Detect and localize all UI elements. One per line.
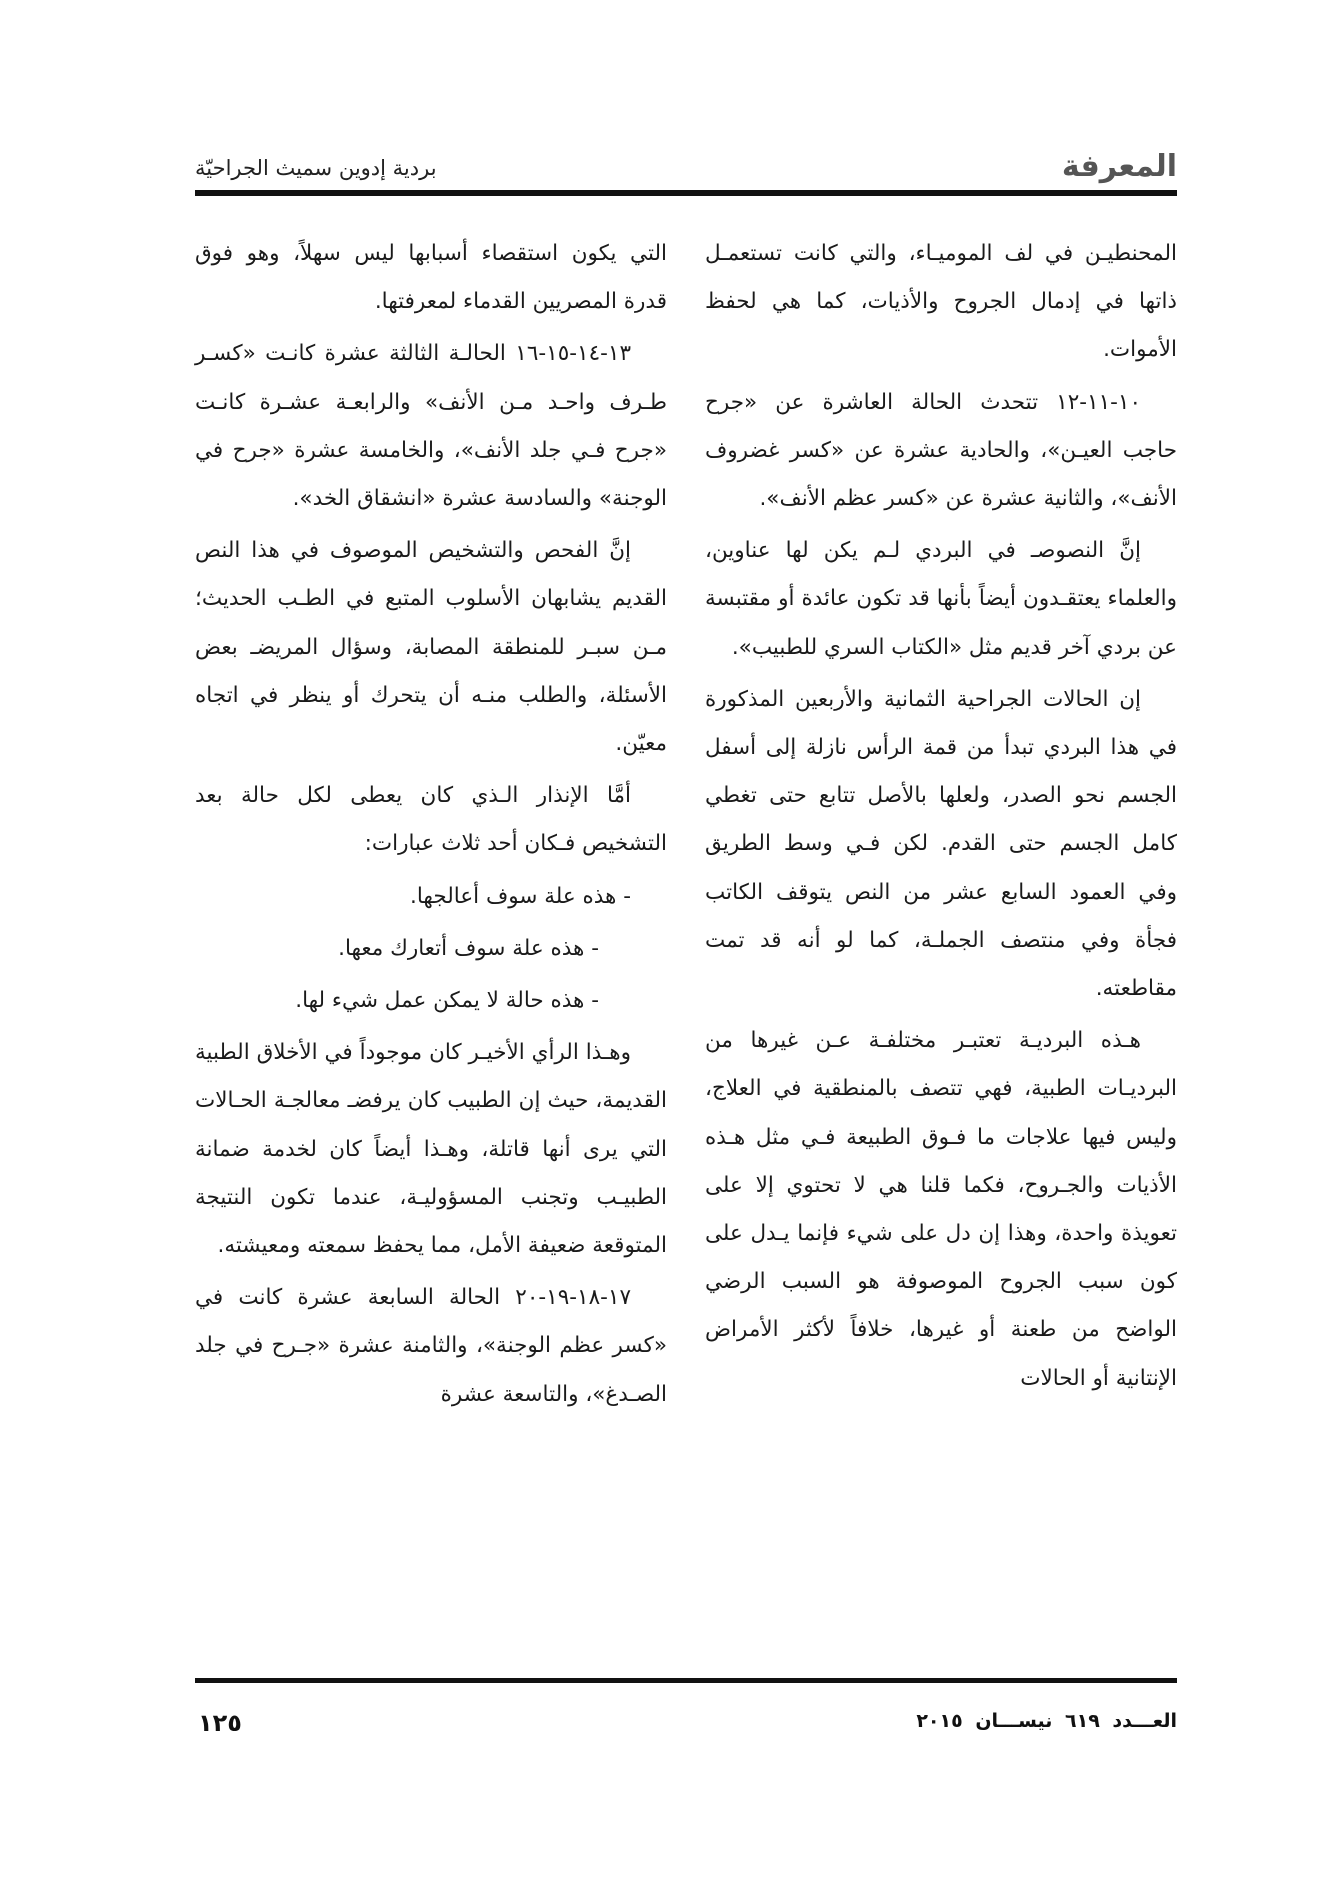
footer-divider [195, 1678, 1177, 1683]
paragraph: إنَّ النصوصـ في البردي لـم يكن لها عناوين، والعلماء يعتقـدون أيضاً بأنها قد تكون عائدة أو مقتبسة عن بردي آخر قديم مثل «الكتاب السري للطبيب». [705, 538, 1177, 660]
prognosis-item: - هذه علة سوف أتعارك معها. [338, 935, 599, 961]
magazine-logo: المعرفة [1061, 149, 1177, 184]
running-title: بردية إدوين سميث الجراحيّة [195, 156, 437, 180]
paragraph: إنَّ الفحص والتشخيص الموصوف في هذا النص القديم يشابهان الأسلوب المتبع في الطـب الحديث؛ مـن سبـر للمنطقة المصابة، وسؤال المريضـ بعض الأسئلة، والطلب منـه أن يتحرك أو ينظر في اتجاه معيّن. [195, 538, 667, 757]
paragraph: وهـذا الرأي الأخيـر كان موجوداً في الأخلاق الطبية القديمة، حيث إن الطبيب كان يرفضـ معالجـة الحـالات التي يرى أنها قاتلة، وهـذا أيضاً كان لخدمة ضمانة الطبيـب وتجنب المسؤوليـة، عندما تكون النتيجة المتوقعة ضعيفة الأمل، مما يحفظ سمعته ومعيشته. [195, 1040, 667, 1259]
paragraph: أمَّا الإنذار الـذي كان يعطى لكل حالة بعد التشخيص فـكان أحد ثلاث عبارات: [195, 783, 667, 857]
paragraph: هـذه البرديـة تعتبـر مختلفـة عـن غيرها من البرديـات الطبية، فهي تتصف بالمنطقية في العلاج، وليس فيها علاجات ما فـوق الطبيعة فـي مثل هـذه الأذيات والجـروح، فكما قلنا هي لا تحتوي إلا على تعويذة واحدة، وهذا إن دل على شيء فإنما يـدل على كون سبب الجروح الموصوفة هو السبب الرضي الواضح من طعنة أو غيرها، خلافاً لأكثر الأمراض الإنتانية أو الحالات [705, 1028, 1177, 1391]
prognosis-item: - هذه حالة لا يمكن عمل شيء لها. [295, 988, 599, 1014]
issue-info: العـــدد ٦١٩ نيســـان ٢٠١٥ [916, 1710, 1177, 1732]
page-header [195, 148, 1177, 188]
paragraph: ١٣-١٤-١٥-١٦ الحالـة الثالثة عشرة كانـت «كسـر طـرف واحـد مـن الأنف» والرابعـة عشـرة كانـت «جرح فـي جلد الأنف»، والخامسة عشرة «جرح في الوجنة» والسادسة عشرة «انشقاق الخد». [195, 341, 667, 512]
paragraph: ١٠-١١-١٢ تتحدث الحالة العاشرة عن «جرح حاجب العيـن»، والحادية عشرة عن «كسر غضروف الأنف»، والثانية عشرة عن «كسر عظم الأنف». [705, 389, 1177, 512]
paragraph: التي يكون استقصاء أسبابها ليس سهلاً، وهو فوق قدرة المصريين القدماء لمعرفتها. [195, 241, 667, 315]
prognosis-item: - هذه علة سوف أعالجها. [410, 883, 631, 909]
paragraph: المحنطيـن في لف الموميـاء، والتي كانت تستعمـل ذاتها في إدمال الجروح والأذيات، كما هي لحفظ الأموات. [705, 241, 1177, 363]
paragraph: إن الحالات الجراحية الثمانية والأربعين المذكورة في هذا البردي تبدأ من قمة الرأس نازلة إلى أسفل الجسم نحو الصدر، ولعلها بالأصل تتابع حتى تغطي كامل الجسم حتى القدم. لكن فـي وسط الطريق وفي العمود السابع عشر من النص يتوقف الكاتب فجأة وفي منتصف الجملـة، كما لو أنه قد تمت مقاطعته. [705, 686, 1177, 1002]
paragraph: ١٧-١٨-١٩-٢٠ الحالة السابعة عشرة كانت في «كسر عظم الوجنة»، والثامنة عشرة «جـرح في جلد الصـدغ»، والتاسعة عشرة [195, 1285, 667, 1407]
right-column [705, 230, 1177, 1407]
header-divider [195, 190, 1177, 196]
left-column [195, 230, 667, 1423]
page-number: ١٢٥ [198, 1709, 242, 1737]
